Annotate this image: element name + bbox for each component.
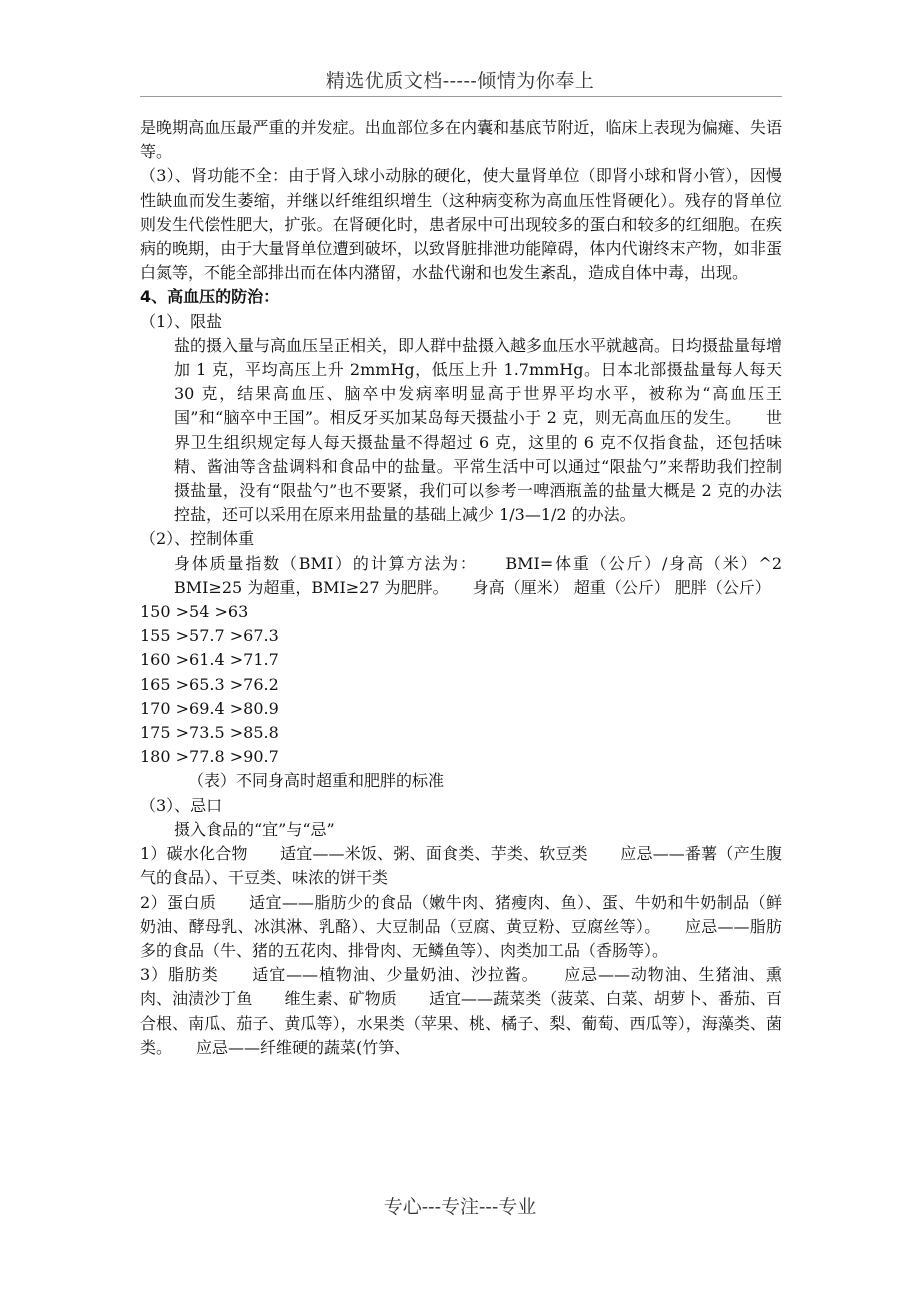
paragraph-stroke-complication: 是晚期高血压最严重的并发症。出血部位多在内囊和基底节附近，临床上表现为偏瘫、失语等。	[140, 118, 782, 162]
document-body	[140, 116, 815, 1060]
subheading-control-weight: （2）、控制体重	[140, 529, 255, 549]
subheading-diet-restriction: （3）、忌口	[140, 795, 223, 815]
page-footer: 专心---专注---专业	[383, 1196, 537, 1218]
table-row: 170 >69.4 >80.9	[140, 698, 279, 718]
paragraph-protein: 2）蛋白质 适宜——脂肪少的食品（嫩牛肉、猪瘦肉、鱼）、蛋、牛奶和牛奶制品（鲜奶油、酵母乳、冰淇淋、乳酪）、大豆制品（豆腐、黄豆粉、豆腐丝等）。 应忌——脂肪多的食品（牛、猪的五花肉、排骨肉、无鳞鱼等）、肉类加工品（香肠等）。	[140, 892, 782, 960]
subheading-limit-salt: （1）、限盐	[140, 311, 223, 331]
table-row: 155 >57.7 >67.3	[140, 626, 279, 646]
table-row: 175 >73.5 >85.8	[140, 723, 279, 743]
table-row: 165 >65.3 >76.2	[140, 674, 279, 694]
paragraph-fats-vitamins: 3）脂肪类 适宜——植物油、少量奶油、沙拉酱。 应忌——动物油、生猪油、熏肉、油渍沙丁鱼 维生素、矿物质 适宜——蔬菜类（菠菜、白菜、胡萝卜、番茄、百合根、南瓜、茄子、黄瓜等），水果类（苹果、桃、橘子、梨、葡萄、西瓜等），海藻类、菌类。 应忌——纤维硬的蔬菜(竹笋、	[140, 965, 782, 1057]
page-header: 精选优质文档-----倾情为你奉上	[325, 70, 595, 92]
paragraph-renal-insufficiency: （3）、肾功能不全：由于肾入球小动脉的硬化，使大量肾单位（即肾小球和肾小管），因慢性缺血而发生萎缩，并继以纤维组织增生（这种病变称为高血压性肾硬化）。残存的肾单位则发生代偿性肥大，扩张。在肾硬化时，患者尿中可出现较多的蛋白和较多的红细胞。在疾病的晚期，由于大量肾单位遭到破坏，以致肾脏排泄功能障碍，体内代谢终末产物，如非蛋白氮等，不能全部排出而在体内潴留，水盐代谢和也发生紊乱，造成自体中毒，出现。	[140, 166, 782, 283]
paragraph-food-intro: 摄入食品的“宜”与“忌”	[174, 819, 335, 839]
section-heading-prevention: 4、高血压的防治：	[140, 287, 280, 307]
paragraph-carbohydrates: 1）碳水化合物 适宜——米饭、粥、面食类、芋类、软豆类 应忌——番薯（产生腹气的食品）、干豆类、味浓的饼干类	[140, 844, 782, 888]
paragraph-bmi: 身体质量指数（BMI）的计算方法为： BMI=体重（公斤）/身高（米）^2 BMI≥25 为超重，BMI≥27 为肥胖。 身高（厘米） 超重（公斤） 肥胖（公斤）	[174, 553, 815, 597]
table-row: 150 >54 >63	[140, 602, 249, 622]
header-divider	[140, 96, 782, 97]
paragraph-salt-intake: 盐的摄入量与高血压呈正相关，即人群中盐摄入越多血压水平就越高。日均摄盐量每增加 1 克，平均高压上升 2mmHg，低压上升 1.7mmHg。日本北部摄盐量每人每天 30 克，结果高血压、脑卒中发病率明显高于世界平均水平，被称为“高血压王国”和“脑卒中王国”。相反牙买加某岛每天摄盐小于 2 克，则无高血压的发生。 世界卫生组织规定每人每天摄盐量不得超过 6 克，这里的 6 克不仅指食盐，还包括味精、酱油等含盐调料和食品中的盐量。平常生活中可以通过“限盐勺”来帮助我们控制摄盐量，没有“限盐勺”也不要紧，我们可以参考一啤酒瓶盖的盐量大概是 2 克的办法控盐，还可以采用在原来用盐量的基础上减少 1/3—1/2 的办法。	[174, 335, 783, 525]
table-row: 180 >77.8 >90.7	[140, 747, 279, 767]
table-row: 160 >61.4 >71.7	[140, 650, 279, 670]
table-caption: （表）不同身高时超重和肥胖的标准	[188, 771, 445, 791]
